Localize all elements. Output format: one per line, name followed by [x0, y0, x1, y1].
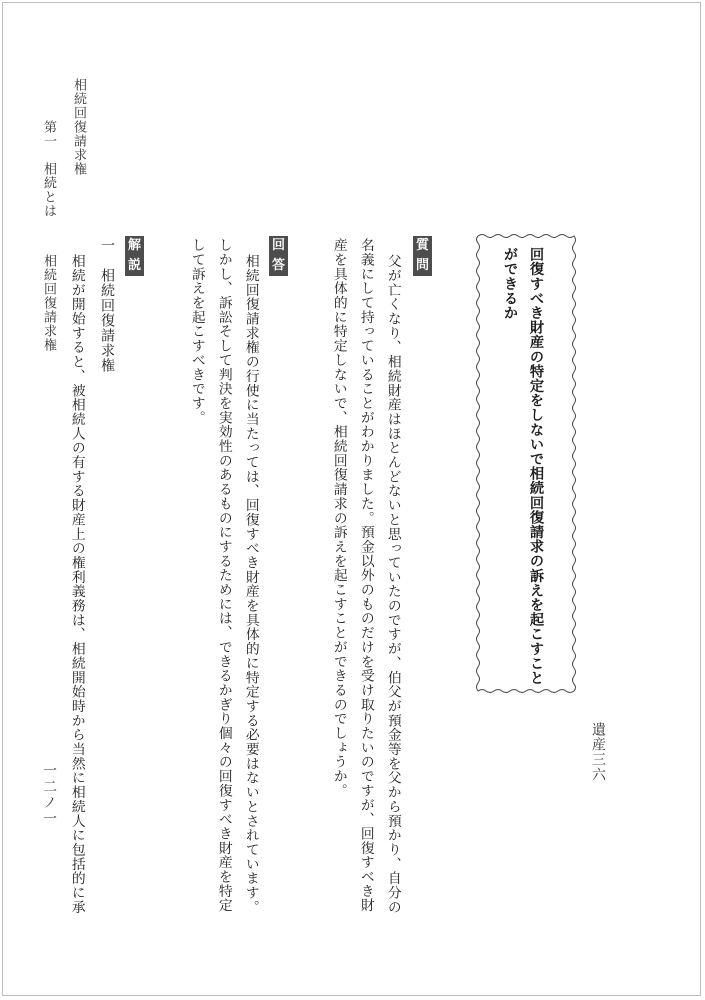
commentary-body-line-1: 相続が開始すると、被相続人の有する財産上の権利義務は、相続開始時から当然に相続人に包括的に承: [68, 254, 85, 915]
commentary-label-char-2: 説: [127, 258, 141, 273]
running-head-section: 相続回復請求権: [71, 78, 86, 176]
question-body-line-2: 名義にして持っていることがわかりました。預金以外のものだけを受け取りたいのですが、回復すべき財: [357, 238, 374, 913]
question-label-char-2: 問: [415, 258, 429, 273]
question-label-char-1: 質: [415, 238, 429, 253]
document-page: [2, 2, 701, 996]
answer-label: [269, 236, 288, 276]
answer-label-char-2: 答: [271, 258, 285, 273]
running-head-subsection: 相続回復請求権: [41, 254, 56, 352]
answer-body-line-3: して訴えを起こすべきです。: [188, 238, 205, 425]
question-label: [413, 236, 432, 276]
answer-body-line-2: しかし、訴訟そして判決を実効性のあるものにするためには、できるかぎり個々の回復すべき財産を特定: [215, 238, 232, 913]
answer-body-line-1: 相続回復請求権の行使に当たっては、回復すべき財産を具体的に特定する必要はないとされています。: [242, 254, 259, 915]
question-body-line-1: 父が亡くなり、相続財産はほとんどないと思っていたのですが、伯父が預金等を父から預かり、自分の: [384, 254, 401, 915]
page-number: 一二ノ一: [41, 763, 57, 827]
commentary-heading: 一 相続回復請求権: [99, 238, 115, 373]
question-body-line-3: 産を具体的に特定しないで、相続回復請求の訴えを起こすことができるのでしょうか。: [330, 238, 347, 798]
question-title-line-1: 回復すべき財産の特定をしないで相続回復請求の訴えを起こすこと: [528, 247, 544, 685]
running-head-chapter: 第一 相続とは: [41, 120, 56, 218]
commentary-label-char-1: 解: [127, 238, 141, 253]
commentary-label: [125, 236, 144, 276]
answer-label-char-1: 回: [271, 238, 285, 253]
case-id: 遺産三六: [590, 722, 606, 782]
question-title-line-2: ができるか: [502, 247, 518, 320]
